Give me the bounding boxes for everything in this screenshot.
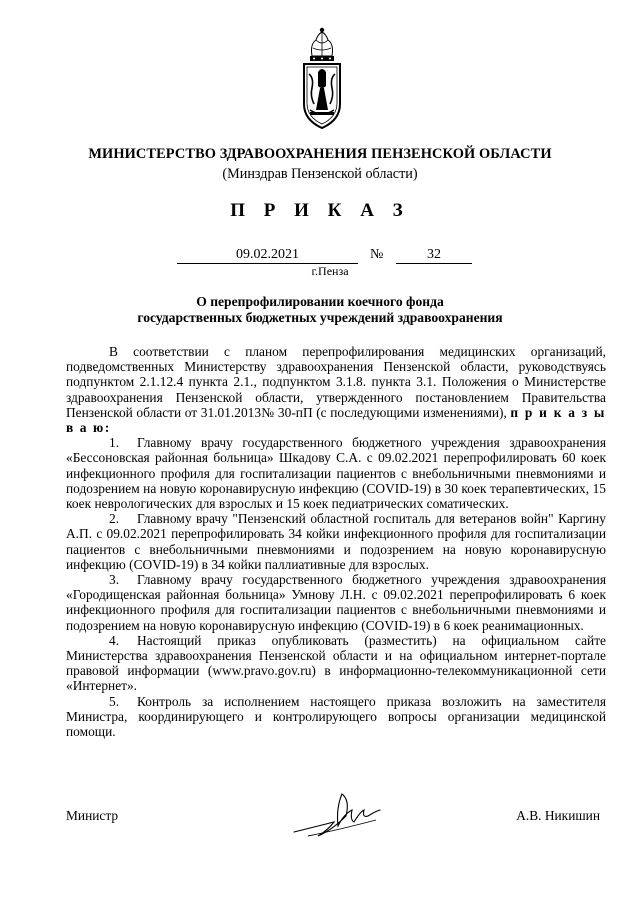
order-item (66, 572, 606, 633)
subject-line-2: государственных бюджетных учреждений здравоохранения (137, 309, 503, 325)
item-number: 1. (109, 435, 120, 451)
prikazyvayu-word: п р и к а з ы в а ю: (66, 404, 606, 436)
coat-of-arms-icon (298, 26, 346, 134)
item-number: 2. (109, 511, 120, 527)
subject-line-1: О перепрофилировании коечного фонда (196, 294, 444, 309)
order-body (66, 344, 606, 739)
order-number: 32 (396, 247, 472, 264)
preamble-paragraph (66, 344, 606, 435)
handwritten-signature (288, 786, 388, 842)
order-item (66, 435, 606, 511)
city: г.Пенза (311, 264, 349, 278)
ministry-title: МИНИСТЕРСТВО ЗДРАВООХРАНЕНИЯ ПЕНЗЕНСКОЙ ОБЛАСТИ (88, 146, 552, 162)
order-subject (60, 294, 580, 325)
item-text: Главному врачу государственного бюджетного учреждения здравоохранения «Городищенская районная больница» Умнову Л.Н. с 09.02.2021 перепрофилировать 6 коек инфекционного профиля для госпитализации пациентов с внебольничными пневмониями и подозрением на новую коронавирусную инфекцию (COVID-19) в 6 коек реанимационных. (66, 572, 606, 633)
order-item (66, 511, 606, 572)
item-number: 4. (109, 632, 120, 648)
preamble-text: В соответствии с планом перепрофилирования медицинских организаций, подведомственных Министерству здравоохранения Пензенской области, руководствуясь подпунктом 2.1.12.4 пункта 2.1., подпунктом 3.1.8. пункта 3.1. Положения о Министерстве здравоохранения Пензенской области, утвержденного постановлением Правительства Пензенской области от 31.01.2013№ 30-пП (с последующими изменениями), (66, 344, 606, 420)
item-number: 3. (109, 572, 120, 588)
item-number: 5. (109, 693, 120, 709)
signatory-name: А.В. Никишин (516, 808, 600, 823)
order-date: 09.02.2021 (177, 247, 358, 264)
item-text: Контроль за исполнением настоящего приказа возложить на заместителя Министра, координирующего и контролирующего вопросы организации медицинской помощи. (66, 693, 606, 740)
signatory-role: Министр (66, 808, 119, 823)
item-text: Главному врачу "Пензенский областной госпиталь для ветеранов войн" Каргину А.П. с 09.02.2021 перепрофилировать 34 койки инфекционного профиля для госпитализации пациентов с внебольничными пневмониями и подозрением на новую коронавирусную инфекцию (COVID-19) в 34 койки паллиативные для взрослых. (66, 511, 606, 572)
order-item (66, 694, 606, 740)
document-type-heading: П Р И К А З (230, 200, 410, 221)
ministry-short-name: (Минздрав Пензенской области) (222, 166, 418, 182)
item-text: Главному врачу государственного бюджетного учреждения здравоохранения «Бессоновская районная больница» Шкадову С.А. с 09.02.2021 перепрофилировать 60 коек инфекционного профиля для госпитализации пациентов с внебольничными пневмониями и подозрением на новую коронавирусную инфекцию (COVID-19) в 30 коек терапевтических, 15 коек неврологических для взрослых и 15 коек педиатрических соматических. (66, 435, 606, 512)
number-sign: № (370, 247, 384, 262)
order-item (66, 633, 606, 694)
item-text: Настоящий приказ опубликовать (разместить) на официальном сайте Министерства здравоохранения Пензенской области и на официальном интернет-портале правовой информации (www.pravo.gov.ru) в информационно-телекоммуникационной сети «Интернет». (66, 632, 606, 694)
